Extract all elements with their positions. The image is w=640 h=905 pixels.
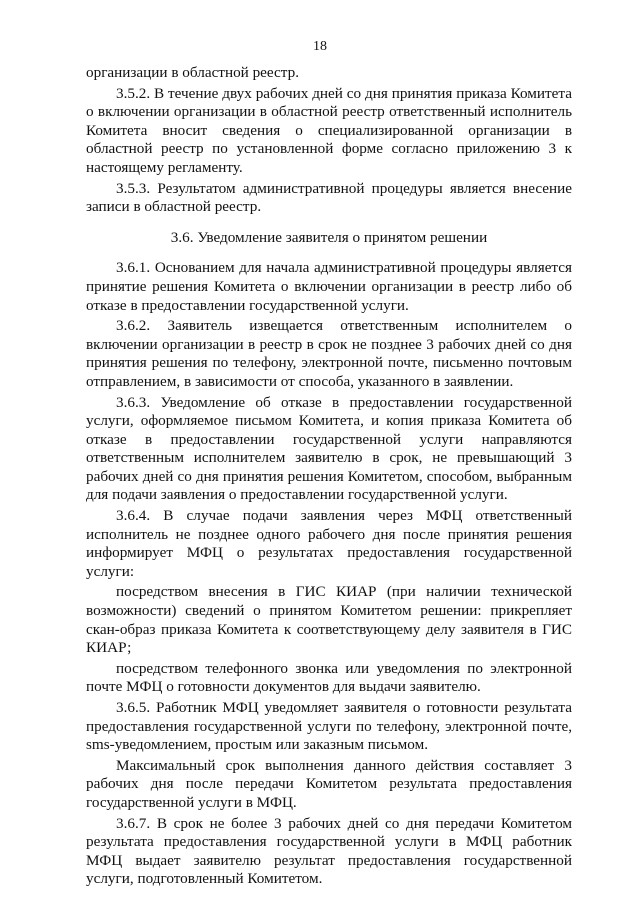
paragraph: 3.5.2. В течение двух рабочих дней со дня принятия приказа Комитета о включении организации в областной реестр ответственный исполнитель Комитета вносит сведения о специализированной организации в областной реестр по установленной форме согласно приложению 3 к настоящему регламенту. — [86, 84, 572, 176]
paragraph: 3.6.5. Работник МФЦ уведомляет заявителя о готовности результата предоставления государственной услуги по телефону, электронной почте, sms-уведомлением, простым или заказным письмом. — [86, 699, 572, 754]
document-body — [86, 64, 572, 889]
paragraph: посредством внесения в ГИС КИАР (при наличии технической возможности) сведений о принятом Комитетом решении: прикрепляет скан-образ приказа Комитета к соответствующему делу заявителя в ГИС КИАР; — [86, 583, 572, 657]
paragraph: 3.6.4. В случае подачи заявления через МФЦ ответственный исполнитель не позднее одного рабочего дня после принятия решения информирует МФЦ о результатах предоставления государственной услуги: — [86, 507, 572, 580]
paragraph: Максимальный срок выполнения данного действия составляет 3 рабочих дня после передачи Комитетом результата предоставления государственной услуги в МФЦ. — [86, 756, 572, 811]
paragraph: организации в областной реестр. — [86, 64, 299, 81]
paragraph: посредством телефонного звонка или уведомления по электронной почте МФЦ о готовности документов для выдачи заявителю. — [86, 659, 572, 696]
paragraph: 3.6.2. Заявитель извещается ответственным исполнителем о включении организации в реестр в срок не позднее 3 рабочих дней со дня принятия решения по телефону, электронной почте, письменно почтовым отправлением, в зависимости от способа, указанного в заявлении. — [86, 317, 572, 390]
section-heading: 3.6. Уведомление заявителя о принятом решении — [170, 228, 488, 246]
paragraph: 3.6.1. Основанием для начала административной процедуры является принятие решения Комитета о включении организации в реестр либо об отказе в предоставлении государственной услуги. — [86, 259, 572, 314]
paragraph: 3.6.7. В срок не более 3 рабочих дней со дня передачи Комитетом результата предоставления государственной услуги в МФЦ работник МФЦ выдает заявителю результат предоставления государственной услуги, подготовленный Комитетом. — [86, 814, 572, 888]
page-number: 18 — [313, 39, 327, 54]
paragraph: 3.6.3. Уведомление об отказе в предоставлении государственной услуги, оформляемое письмом Комитета, и копия приказа Комитета об отказе в предоставлении государственной услуги направляются ответственным исполнителем заявителю в срок, не превышающий 3 рабочих дней со дня принятия решения Комитетом, способом, выбранным для подачи заявления о предоставлении государственной услуги. — [86, 393, 572, 504]
paragraph: 3.5.3. Результатом административной процедуры является внесение записи в областной реестр. — [86, 179, 572, 216]
